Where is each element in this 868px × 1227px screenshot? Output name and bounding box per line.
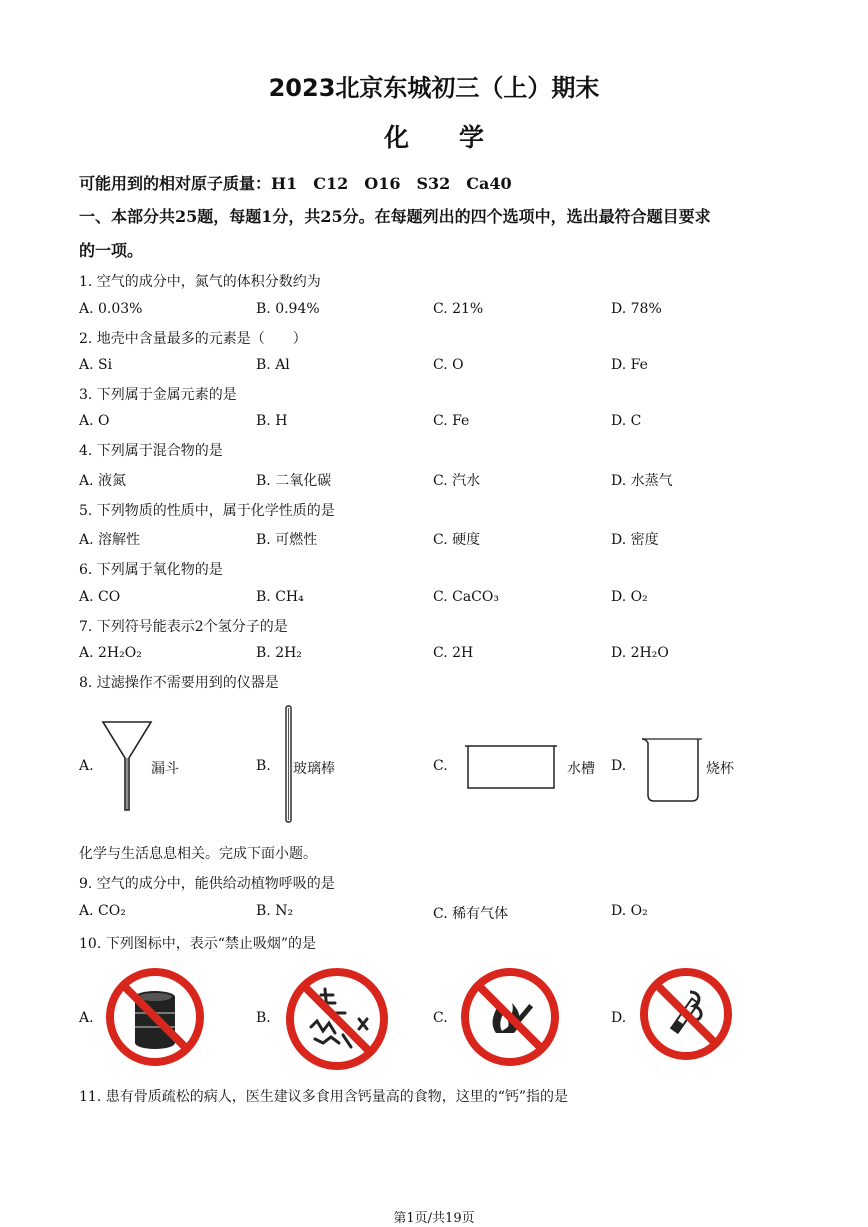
q1-option-a[interactable]: A. 0.03%	[79, 301, 143, 317]
q5-option-c[interactable]: C. 硬度	[433, 532, 481, 548]
no-oil-drum-sign	[103, 965, 207, 1069]
question-2-stem: 2. 地壳中含量最多的元素是（ ）	[79, 331, 307, 347]
q2-option-d[interactable]: D. Fe	[611, 357, 648, 373]
q6-option-a[interactable]: A. CO	[79, 589, 121, 605]
question-4-stem: 4. 下列属于混合物的是	[79, 443, 223, 459]
subject-title: 化 学	[383, 123, 484, 152]
q5-option-a[interactable]: A. 溶解性	[79, 532, 141, 548]
q3-option-c[interactable]: C. Fe	[433, 413, 470, 429]
q5-option-d[interactable]: D. 密度	[611, 532, 659, 548]
q8-option-d[interactable]: D.	[611, 758, 627, 774]
question-6-stem: 6. 下列属于氧化物的是	[79, 562, 223, 578]
q10-option-d[interactable]: D.	[611, 1010, 627, 1026]
page-footer: 第1页/共19页	[393, 1211, 475, 1226]
q6-option-b[interactable]: B. CH₄	[256, 589, 304, 605]
q8-option-a[interactable]: A.	[79, 758, 94, 774]
q9-option-d[interactable]: D. O₂	[611, 903, 648, 919]
q7-option-a[interactable]: A. 2H₂O₂	[79, 645, 142, 661]
q4-option-a[interactable]: A. 液氮	[79, 473, 127, 489]
intro-text: 化学与生活息息相关。完成下面小题。	[79, 846, 317, 862]
q1-option-b[interactable]: B. 0.94%	[256, 301, 320, 317]
q8-option-c[interactable]: C.	[433, 758, 448, 774]
q4-option-b[interactable]: B. 二氧化碳	[256, 473, 332, 489]
section-instructions-line1: 一、本部分共25题，每题1分，共25分。在每题列出的四个选项中，选出最符合题目要求	[79, 207, 711, 226]
q1-option-d[interactable]: D. 78%	[611, 301, 662, 317]
no-open-flame-sign	[458, 965, 562, 1069]
question-11-stem: 11. 患有骨质疏松的病人，医生建议多食用含钙量高的食物，这里的“钙”指的是	[79, 1089, 569, 1105]
question-9-stem: 9. 空气的成分中，能供给动植物呼吸的是	[79, 876, 335, 892]
beaker-icon	[640, 735, 706, 805]
question-3-stem: 3. 下列属于金属元素的是	[79, 387, 237, 403]
no-fireworks-sign	[283, 965, 391, 1073]
q7-option-b[interactable]: B. 2H₂	[256, 645, 302, 661]
q4-option-d[interactable]: D. 水蒸气	[611, 473, 673, 489]
q3-option-a[interactable]: A. O	[79, 413, 110, 429]
page-title: 2023北京东城初三（上）期末	[268, 74, 600, 102]
question-7-stem: 7. 下列符号能表示2个氢分子的是	[79, 619, 288, 635]
q10-option-b[interactable]: B.	[256, 1010, 271, 1026]
q8-label-water-trough: 水槽	[567, 761, 595, 777]
q7-option-c[interactable]: C. 2H	[433, 645, 474, 661]
q7-option-d[interactable]: D. 2H₂O	[611, 645, 669, 661]
q10-option-c[interactable]: C.	[433, 1010, 448, 1026]
q8-label-beaker: 烧杯	[706, 761, 734, 777]
q8-label-glass-rod: 玻璃棒	[293, 761, 335, 777]
q5-option-b[interactable]: B. 可燃性	[256, 532, 318, 548]
q3-option-d[interactable]: D. C	[611, 413, 642, 429]
funnel-icon	[100, 718, 156, 814]
q8-label-funnel: 漏斗	[151, 761, 179, 777]
question-1-stem: 1. 空气的成分中，氮气的体积分数约为	[79, 274, 321, 290]
q2-option-a[interactable]: A. Si	[79, 357, 113, 373]
q3-option-b[interactable]: B. H	[256, 413, 288, 429]
q4-option-c[interactable]: C. 汽水	[433, 473, 481, 489]
atomic-masses-line: 可能用到的相对原子质量：H1 C12 O16 S32 Ca40	[79, 174, 512, 193]
q8-option-b[interactable]: B.	[256, 758, 271, 774]
q2-option-c[interactable]: C. O	[433, 357, 464, 373]
q6-option-c[interactable]: C. CaCO₃	[433, 589, 499, 605]
question-8-stem: 8. 过滤操作不需要用到的仪器是	[79, 675, 279, 691]
q6-option-d[interactable]: D. O₂	[611, 589, 648, 605]
question-10-stem: 10. 下列图标中，表示“禁止吸烟”的是	[79, 936, 317, 952]
water-trough-icon	[464, 742, 560, 792]
q9-option-a[interactable]: A. CO₂	[79, 903, 126, 919]
q2-option-b[interactable]: B. Al	[256, 357, 290, 373]
q9-option-b[interactable]: B. N₂	[256, 903, 294, 919]
q10-option-a[interactable]: A.	[79, 1010, 94, 1026]
q9-option-c[interactable]: C. 稀有气体	[433, 906, 509, 922]
no-smoking-sign	[638, 966, 734, 1062]
section-instructions-line2: 的一项。	[79, 241, 144, 260]
question-5-stem: 5. 下列物质的性质中，属于化学性质的是	[79, 503, 335, 519]
q1-option-c[interactable]: C. 21%	[433, 301, 484, 317]
